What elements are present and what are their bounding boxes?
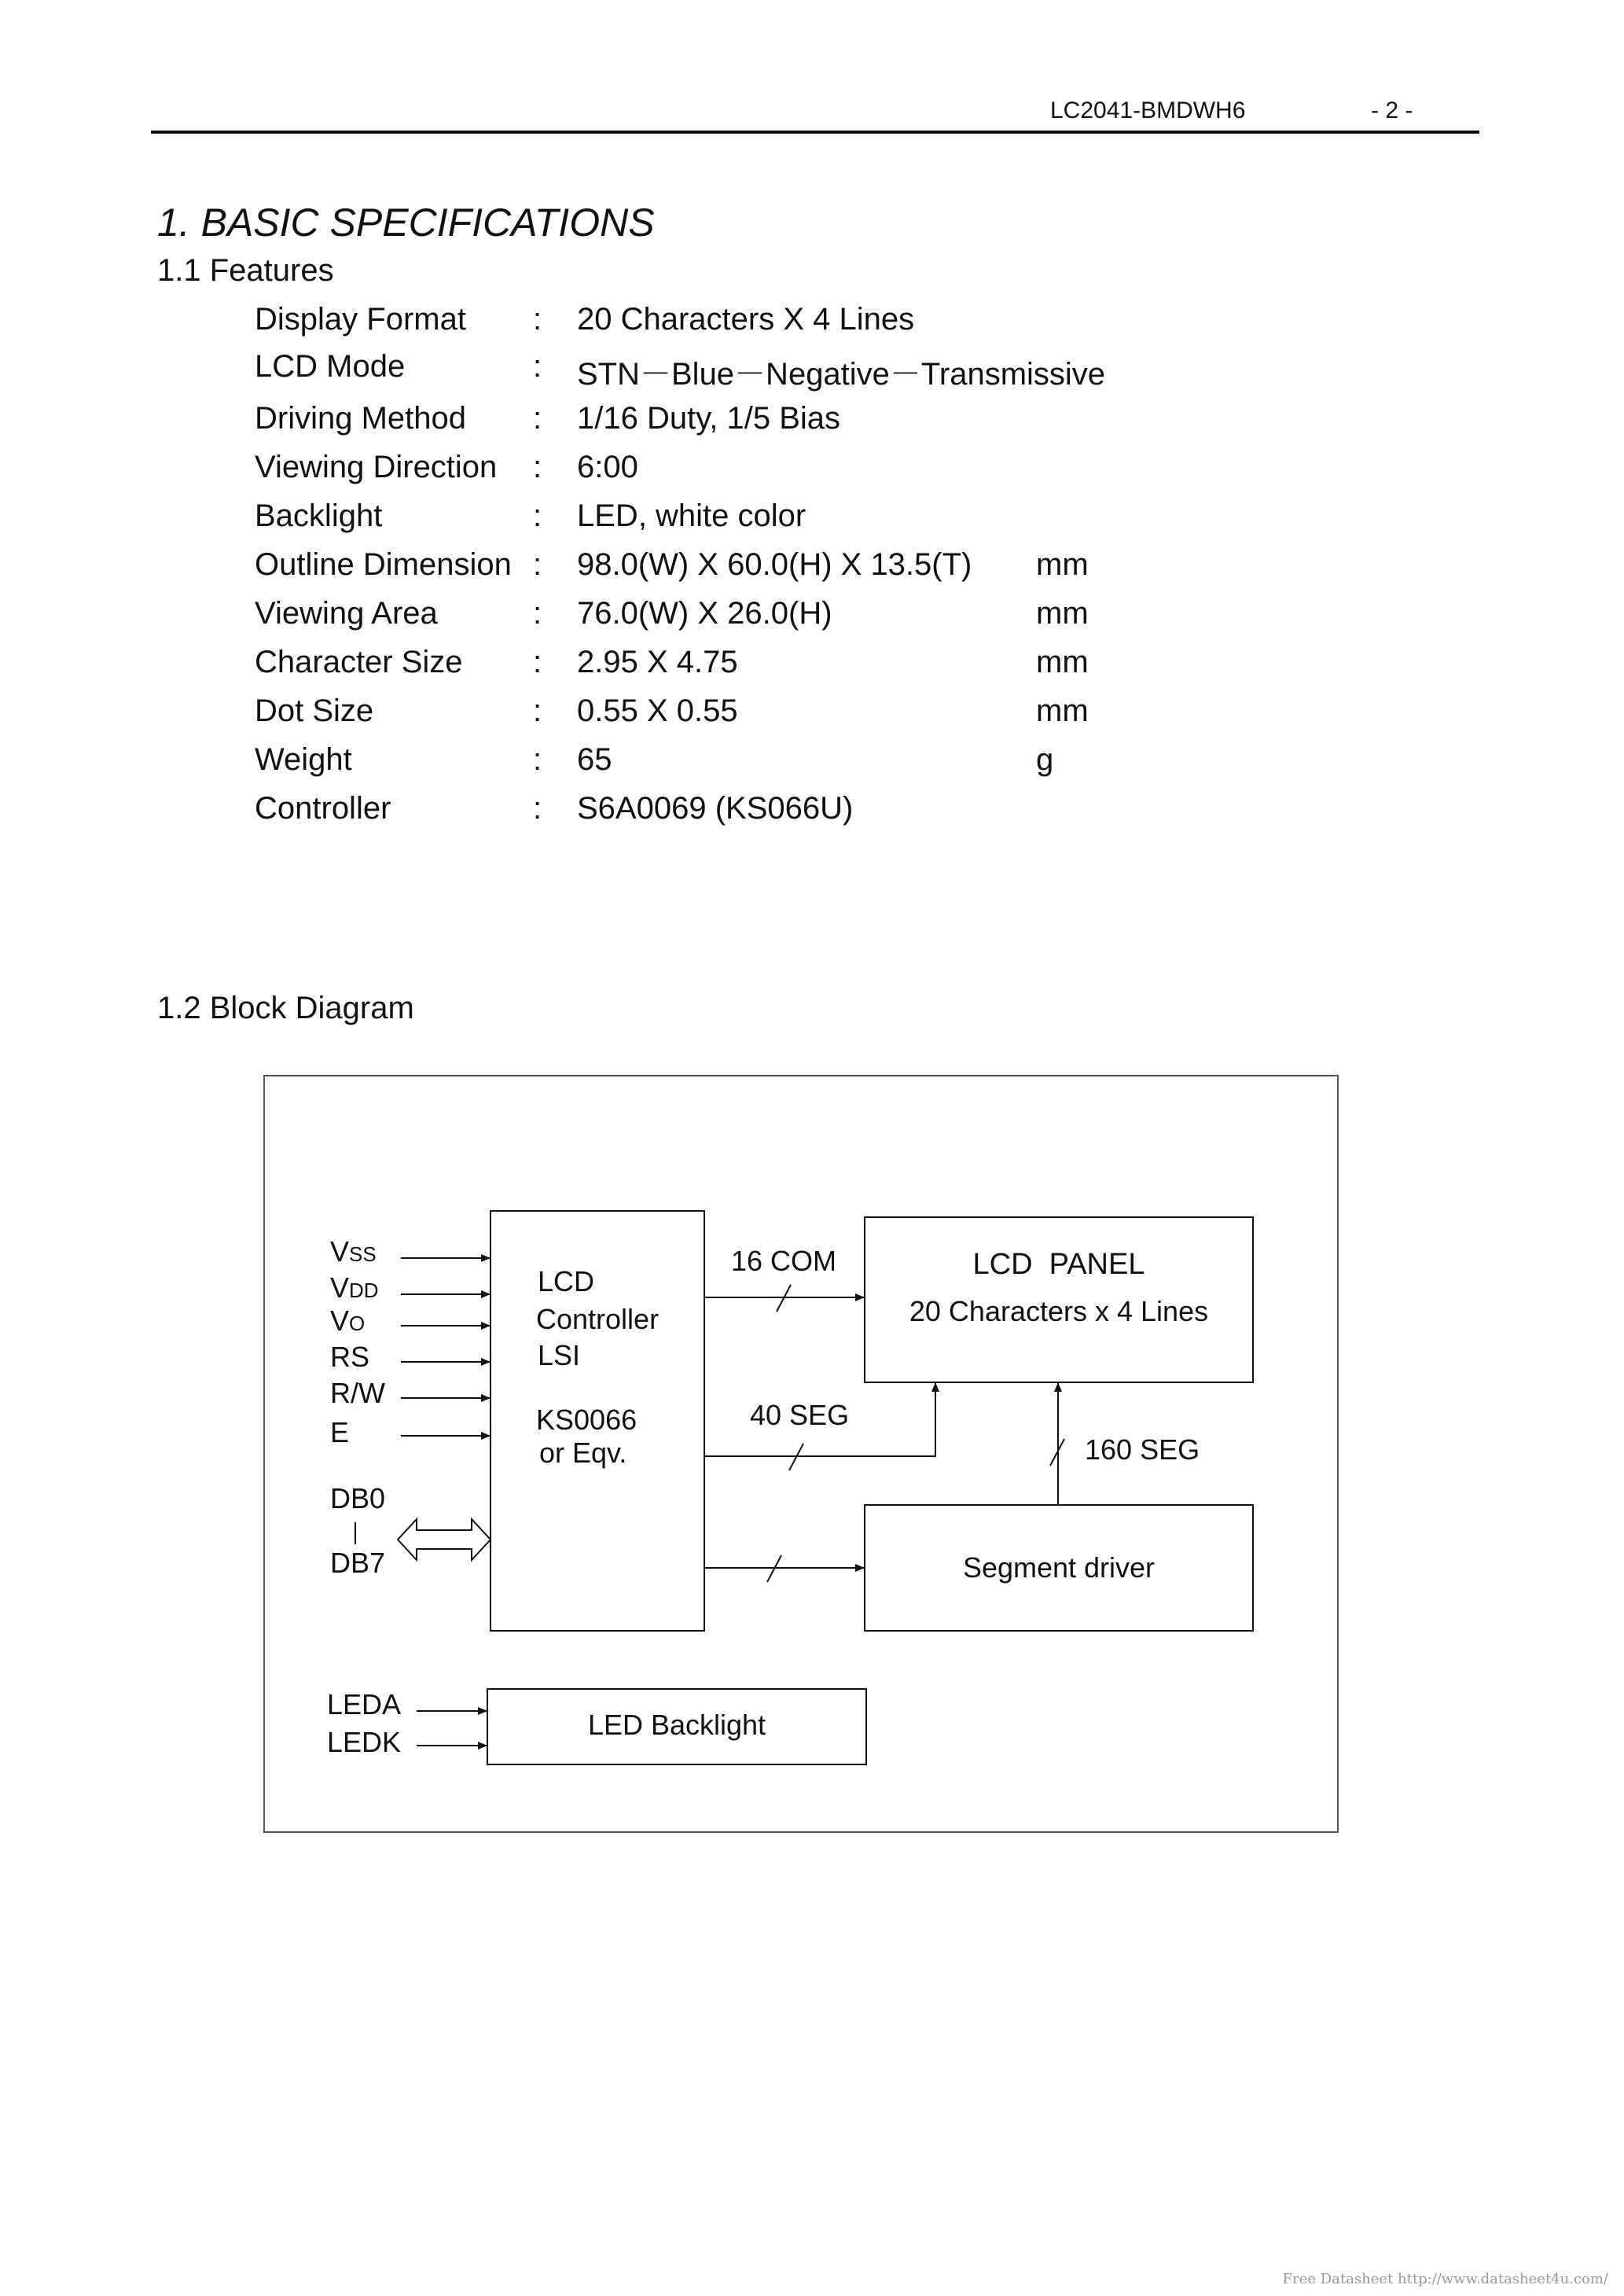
controller-line4: KS0066 [536, 1404, 637, 1436]
feature-sep: : [533, 791, 542, 826]
feature-unit: mm [1036, 645, 1089, 679]
feature-sep: : [533, 742, 542, 777]
rw-label: R/W [330, 1377, 385, 1409]
feature-value: 76.0(W) X 26.0(H) [577, 596, 832, 631]
feature-sep: : [533, 596, 542, 631]
feature-label: Outline Dimension [255, 547, 512, 582]
vo-label: VO [330, 1304, 366, 1337]
led-backlight-label: LED Backlight [587, 1709, 766, 1741]
feature-sep: : [533, 349, 542, 384]
feature-label: Character Size [255, 645, 463, 679]
lcd-panel-subtitle: 20 Characters x 4 Lines [909, 1295, 1209, 1327]
feature-label: Controller [255, 791, 391, 826]
footer-watermark: Free Datasheet http://www.datasheet4u.com/ [1282, 2271, 1608, 2287]
feature-sep: : [533, 694, 542, 728]
feature-label: Display Format [255, 302, 466, 337]
block-diagram-heading: 1.2 Block Diagram [157, 991, 414, 1025]
db7-label: DB7 [330, 1547, 386, 1579]
controller-line1: LCD [538, 1265, 595, 1297]
data-bus-arrow [398, 1519, 491, 1560]
feature-label: Viewing Direction [255, 450, 498, 484]
rs-label: RS [330, 1341, 370, 1373]
leda-label: LEDA [327, 1688, 402, 1720]
lcd-panel-title: LCD PANEL [972, 1248, 1145, 1281]
vss-label: VSS [330, 1235, 377, 1268]
feature-value: LED, white color [577, 499, 806, 533]
feature-unit: mm [1036, 596, 1089, 631]
feature-value: STN－Blue－Negative－Transmissive [577, 357, 1106, 392]
feature-value: 6:00 [577, 450, 638, 484]
feature-value: S6A0069 (KS066U) [577, 791, 854, 826]
com-signal-label: 16 COM [731, 1245, 837, 1277]
feature-label: Dot Size [255, 694, 374, 728]
db0-label: DB0 [330, 1482, 386, 1514]
feature-sep: : [533, 302, 542, 337]
feature-sep: : [533, 547, 542, 582]
feature-unit: mm [1036, 547, 1089, 582]
page-number: - 2 - [1371, 98, 1413, 123]
section-title: 1. BASIC SPECIFICATIONS [157, 201, 655, 245]
feature-label: Viewing Area [255, 596, 438, 631]
segment-driver-label: Segment driver [962, 1551, 1156, 1584]
feature-value: 65 [577, 742, 612, 777]
feature-value: 0.55 X 0.55 [577, 694, 738, 728]
feature-unit: g [1036, 742, 1054, 777]
feature-unit: mm [1036, 694, 1089, 728]
controller-line3: LSI [538, 1339, 581, 1371]
controller-line2: Controller [536, 1303, 660, 1335]
ledk-label: LEDK [327, 1726, 402, 1758]
vdd-label: VDD [330, 1271, 379, 1304]
feature-value: 98.0(W) X 60.0(H) X 13.5(T) [577, 547, 972, 582]
feature-sep: : [533, 450, 542, 484]
e-label: E [330, 1416, 350, 1448]
features-heading: 1.1 Features [157, 253, 334, 288]
feature-value: 1/16 Duty, 1/5 Bias [577, 401, 840, 436]
seg160-signal-label: 160 SEG [1085, 1433, 1200, 1466]
seg40-signal-label: 40 SEG [750, 1399, 850, 1431]
feature-value: 2.95 X 4.75 [577, 645, 738, 679]
feature-sep: : [533, 499, 542, 533]
feature-label: Weight [255, 742, 352, 777]
feature-sep: : [533, 401, 542, 436]
controller-line5: or Eqv. [539, 1437, 627, 1469]
feature-label: Backlight [255, 499, 383, 533]
feature-value: 20 Characters X 4 Lines [577, 302, 915, 337]
feature-label: LCD Mode [255, 349, 406, 384]
feature-label: Driving Method [255, 401, 467, 436]
document-id: LC2041-BMDWH6 [1050, 98, 1246, 123]
feature-sep: : [533, 645, 542, 679]
